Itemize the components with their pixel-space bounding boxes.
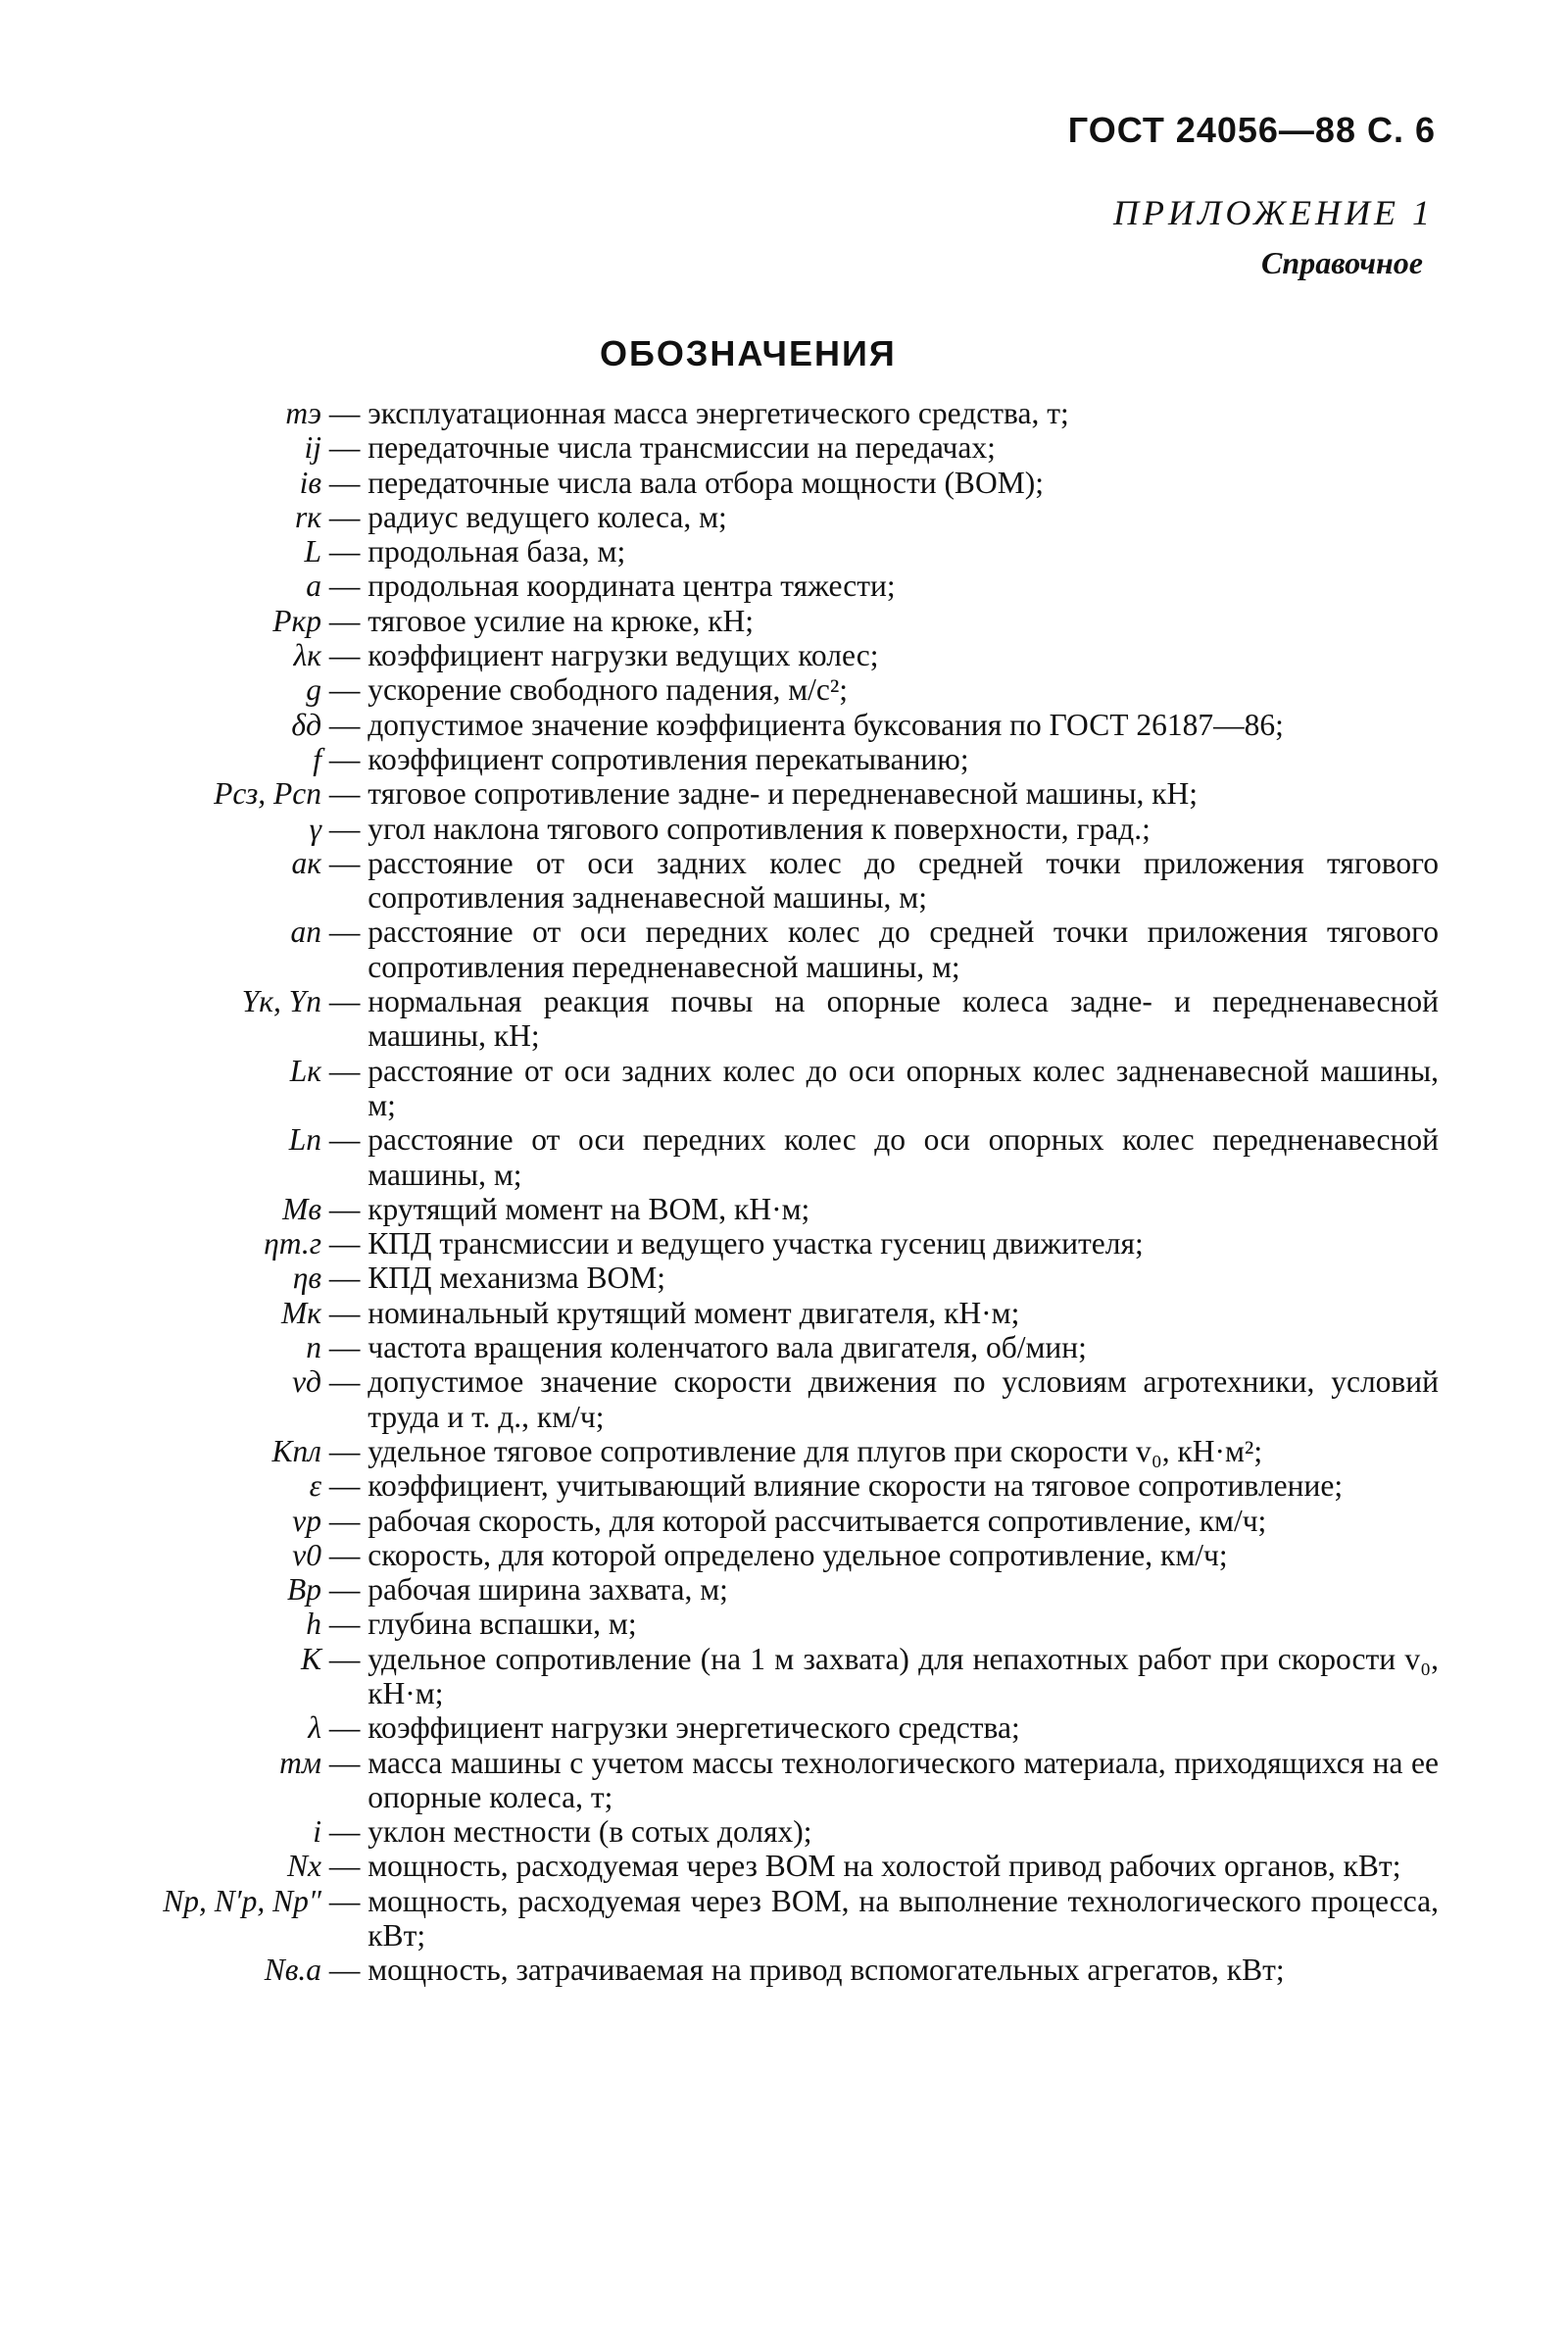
- definition-dash: —: [321, 1849, 368, 1884]
- definition-symbol: Kпл: [271, 1433, 321, 1468]
- definition-text: номинальный крутящий момент двигателя, кН·м;: [368, 1295, 1020, 1330]
- definition-symbol: Nв.а: [264, 1953, 321, 1988]
- definition-text: передаточные числа вала отбора мощности (ВОМ);: [368, 465, 1044, 500]
- definition-symbol: K: [300, 1641, 321, 1676]
- definition-dash: —: [321, 638, 368, 673]
- definition-row: [29, 1261, 1439, 1295]
- definition-symbol: Bр: [287, 1572, 321, 1608]
- definition-dash: —: [321, 430, 368, 466]
- definition-row: [29, 846, 1439, 915]
- definition-symbol: ij: [304, 430, 321, 466]
- definition-dash: —: [321, 845, 368, 880]
- definition-dash: —: [321, 984, 368, 1019]
- definition-row: [29, 776, 1439, 811]
- definition-text: расстояние от оси задних колес до средней точки приложения тягового сопротивления задненавесной машины, м;: [368, 845, 1439, 915]
- definition-text: удельное тяговое сопротивление для плугов при скорости v₀, кН·м²;: [368, 1433, 1263, 1468]
- definition-text: рабочая скорость, для которой рассчитывается сопротивление, км/ч;: [368, 1503, 1267, 1538]
- definition-text: глубина вспашки, м;: [368, 1607, 637, 1642]
- definition-text: нормальная реакция почвы на опорные колеса задне- и передненавесной машины, кН;: [368, 984, 1439, 1054]
- definition-row: [29, 1330, 1439, 1364]
- definition-dash: —: [321, 534, 368, 569]
- definition-text: радиус ведущего колеса, м;: [368, 499, 727, 534]
- definition-dash: —: [321, 396, 368, 430]
- definition-row: [29, 1364, 1439, 1434]
- definition-dash: —: [321, 1537, 368, 1572]
- definition-symbol: rк: [295, 499, 321, 534]
- definition-row: [29, 708, 1439, 742]
- definition-text: допустимое значение скорости движения по условиям агротехники, условий труда и т. д., км/ч;: [368, 1364, 1439, 1434]
- definition-row: [29, 984, 1439, 1054]
- definition-text: расстояние от оси задних колес до оси опорных колес задненавесной машины, м;: [368, 1053, 1439, 1122]
- definition-symbol: Mв: [282, 1191, 321, 1226]
- definition-dash: —: [321, 1122, 368, 1158]
- definition-symbol: h: [306, 1607, 321, 1642]
- definition-symbol: δд: [291, 707, 321, 742]
- definition-text: ускорение свободного падения, м/с²;: [368, 672, 849, 708]
- definition-row: [29, 1642, 1439, 1711]
- definition-text: рабочая ширина захвата, м;: [368, 1572, 728, 1608]
- definition-dash: —: [321, 1364, 368, 1400]
- definition-symbol: Mк: [281, 1295, 321, 1330]
- definition-text: уклон местности (в сотых долях);: [368, 1814, 812, 1850]
- definition-text: мощность, расходуемая через ВОМ на холостой привод рабочих органов, кВт;: [368, 1849, 1401, 1884]
- definition-dash: —: [321, 1053, 368, 1088]
- definition-symbol: a: [306, 569, 321, 604]
- definition-dash: —: [321, 1261, 368, 1296]
- definition-symbol: γ: [309, 811, 321, 846]
- definition-text: продольная координата центра тяжести;: [368, 569, 896, 604]
- definition-symbol: iв: [299, 465, 321, 500]
- definitions-list: [29, 396, 1439, 1988]
- definition-dash: —: [321, 741, 368, 776]
- definition-dash: —: [321, 499, 368, 534]
- definition-row: [29, 1054, 1439, 1123]
- definition-text: коэффициент нагрузки ведущих колес;: [368, 638, 879, 673]
- definition-symbol: Yк, Yп: [241, 984, 321, 1019]
- definition-dash: —: [321, 1883, 368, 1918]
- definition-dash: —: [321, 1710, 368, 1746]
- definition-text: скорость, для которой определено удельное сопротивление, км/ч;: [368, 1537, 1228, 1572]
- definition-row: [29, 1849, 1439, 1883]
- definition-text: передаточные числа трансмиссии на передачах;: [368, 430, 996, 466]
- definition-row: [29, 812, 1439, 846]
- appendix-type: Справочное: [1261, 245, 1423, 280]
- definition-text: продольная база, м;: [368, 534, 626, 569]
- definition-text: тяговое сопротивление задне- и передненавесной машины, кН;: [368, 776, 1199, 812]
- definition-symbol: i: [313, 1814, 321, 1850]
- definition-row: [29, 1296, 1439, 1330]
- definition-text: коэффициент, учитывающий влияние скорости на тяговое сопротивление;: [368, 1468, 1344, 1504]
- definition-row: [29, 915, 1439, 984]
- definition-text: частота вращения коленчатого вала двигателя, об/мин;: [368, 1330, 1087, 1365]
- definition-row: [29, 742, 1439, 776]
- definition-row: [29, 1538, 1439, 1572]
- definition-symbol: Nх: [287, 1849, 321, 1884]
- standard-code: ГОСТ 24056—88 С. 6: [1067, 110, 1436, 150]
- definition-text: удельное сопротивление (на 1 м захвата) для непахотных работ при скорости v₀, кН·м;: [368, 1641, 1439, 1710]
- definition-row: [29, 569, 1439, 603]
- definition-row: [29, 1710, 1439, 1745]
- definition-row: [29, 396, 1439, 430]
- definition-dash: —: [321, 569, 368, 604]
- definition-row: [29, 1884, 1439, 1954]
- definition-symbol: Pсз, Pсп: [214, 776, 321, 812]
- definition-text: коэффициент сопротивления перекатыванию;: [368, 741, 969, 776]
- definition-text: эксплуатационная масса энергетического средства, т;: [368, 396, 1069, 430]
- definition-symbol: Lп: [288, 1122, 321, 1158]
- definition-symbol: Pкр: [272, 603, 321, 638]
- definition-row: [29, 466, 1439, 500]
- definition-dash: —: [321, 603, 368, 638]
- definition-symbol: g: [306, 672, 321, 708]
- definition-symbol: λ: [308, 1710, 321, 1746]
- definition-text: расстояние от оси передних колес до оси опорных колес передненавесной машины, м;: [368, 1122, 1439, 1192]
- definition-text: угол наклона тягового сопротивления к поверхности, град.;: [368, 811, 1151, 846]
- definition-dash: —: [321, 465, 368, 500]
- definition-row: [29, 1607, 1439, 1641]
- definition-symbol: L: [304, 534, 321, 569]
- definition-dash: —: [321, 1814, 368, 1850]
- definition-row: [29, 1814, 1439, 1849]
- definition-symbol: ηт.г: [264, 1226, 321, 1261]
- definition-text: допустимое значение коэффициента буксования по ГОСТ 26187—86;: [368, 707, 1284, 742]
- definition-text: тяговое усилие на крюке, кН;: [368, 603, 754, 638]
- definition-dash: —: [321, 776, 368, 812]
- definition-dash: —: [321, 1572, 368, 1608]
- appendix-label: ПРИЛОЖЕНИЕ 1: [1113, 193, 1434, 232]
- definition-text: масса машины с учетом массы технологического материала, приходящихся на ее опорные колеса, т;: [368, 1745, 1439, 1814]
- definition-row: [29, 1468, 1439, 1503]
- definition-row: [29, 1122, 1439, 1192]
- definition-symbol: Lк: [289, 1053, 321, 1088]
- definition-dash: —: [321, 1503, 368, 1538]
- definition-row: [29, 672, 1439, 707]
- definition-text: КПД механизма ВОМ;: [368, 1261, 665, 1296]
- definition-symbol: mм: [279, 1745, 321, 1780]
- definition-symbol: ηв: [292, 1261, 321, 1296]
- definition-row: [29, 1746, 1439, 1815]
- definition-symbol: f: [313, 741, 321, 776]
- definition-row: [29, 1434, 1439, 1468]
- definition-dash: —: [321, 1330, 368, 1365]
- definition-row: [29, 534, 1439, 569]
- definition-row: [29, 638, 1439, 672]
- definition-text: мощность, расходуемая через ВОМ, на выполнение технологического процесса, кВт;: [368, 1883, 1439, 1954]
- definition-symbol: vд: [292, 1364, 321, 1400]
- definition-symbol: mэ: [285, 396, 321, 430]
- definition-symbol: v0: [292, 1537, 321, 1572]
- definition-row: [29, 1953, 1439, 1987]
- definition-dash: —: [321, 1745, 368, 1780]
- definition-dash: —: [321, 915, 368, 950]
- definition-text: коэффициент нагрузки энергетического средства;: [368, 1710, 1020, 1746]
- definition-row: [29, 430, 1439, 465]
- definition-symbol: ε: [309, 1468, 321, 1504]
- definition-dash: —: [321, 707, 368, 742]
- definition-symbol: vр: [292, 1503, 321, 1538]
- definition-dash: —: [321, 1641, 368, 1676]
- definition-row: [29, 1504, 1439, 1538]
- definition-dash: —: [321, 1953, 368, 1988]
- definition-row: [29, 1192, 1439, 1226]
- definition-symbol: Nр, N′р, Nр″: [163, 1883, 321, 1918]
- definition-symbol: aк: [291, 845, 321, 880]
- definition-dash: —: [321, 1607, 368, 1642]
- definition-symbol: aп: [290, 915, 321, 950]
- definition-dash: —: [321, 1433, 368, 1468]
- definition-symbol: λк: [293, 638, 321, 673]
- definition-text: крутящий момент на ВОМ, кН·м;: [368, 1191, 810, 1226]
- definition-row: [29, 1572, 1439, 1607]
- definition-dash: —: [321, 811, 368, 846]
- definition-symbol: n: [306, 1330, 321, 1365]
- definition-text: расстояние от оси передних колес до средней точки приложения тягового сопротивления передненавесной машины, м;: [368, 915, 1439, 984]
- definition-row: [29, 604, 1439, 638]
- definition-row: [29, 1226, 1439, 1261]
- definition-dash: —: [321, 1191, 368, 1226]
- definition-dash: —: [321, 1468, 368, 1504]
- page-title: ОБОЗНАЧЕНИЯ: [600, 333, 897, 373]
- definition-dash: —: [321, 1226, 368, 1261]
- definition-text: КПД трансмиссии и ведущего участка гусениц движителя;: [368, 1226, 1144, 1261]
- definition-dash: —: [321, 1295, 368, 1330]
- definition-text: мощность, затрачиваемая на привод вспомогательных агрегатов, кВт;: [368, 1953, 1285, 1988]
- definition-dash: —: [321, 672, 368, 708]
- definition-row: [29, 500, 1439, 534]
